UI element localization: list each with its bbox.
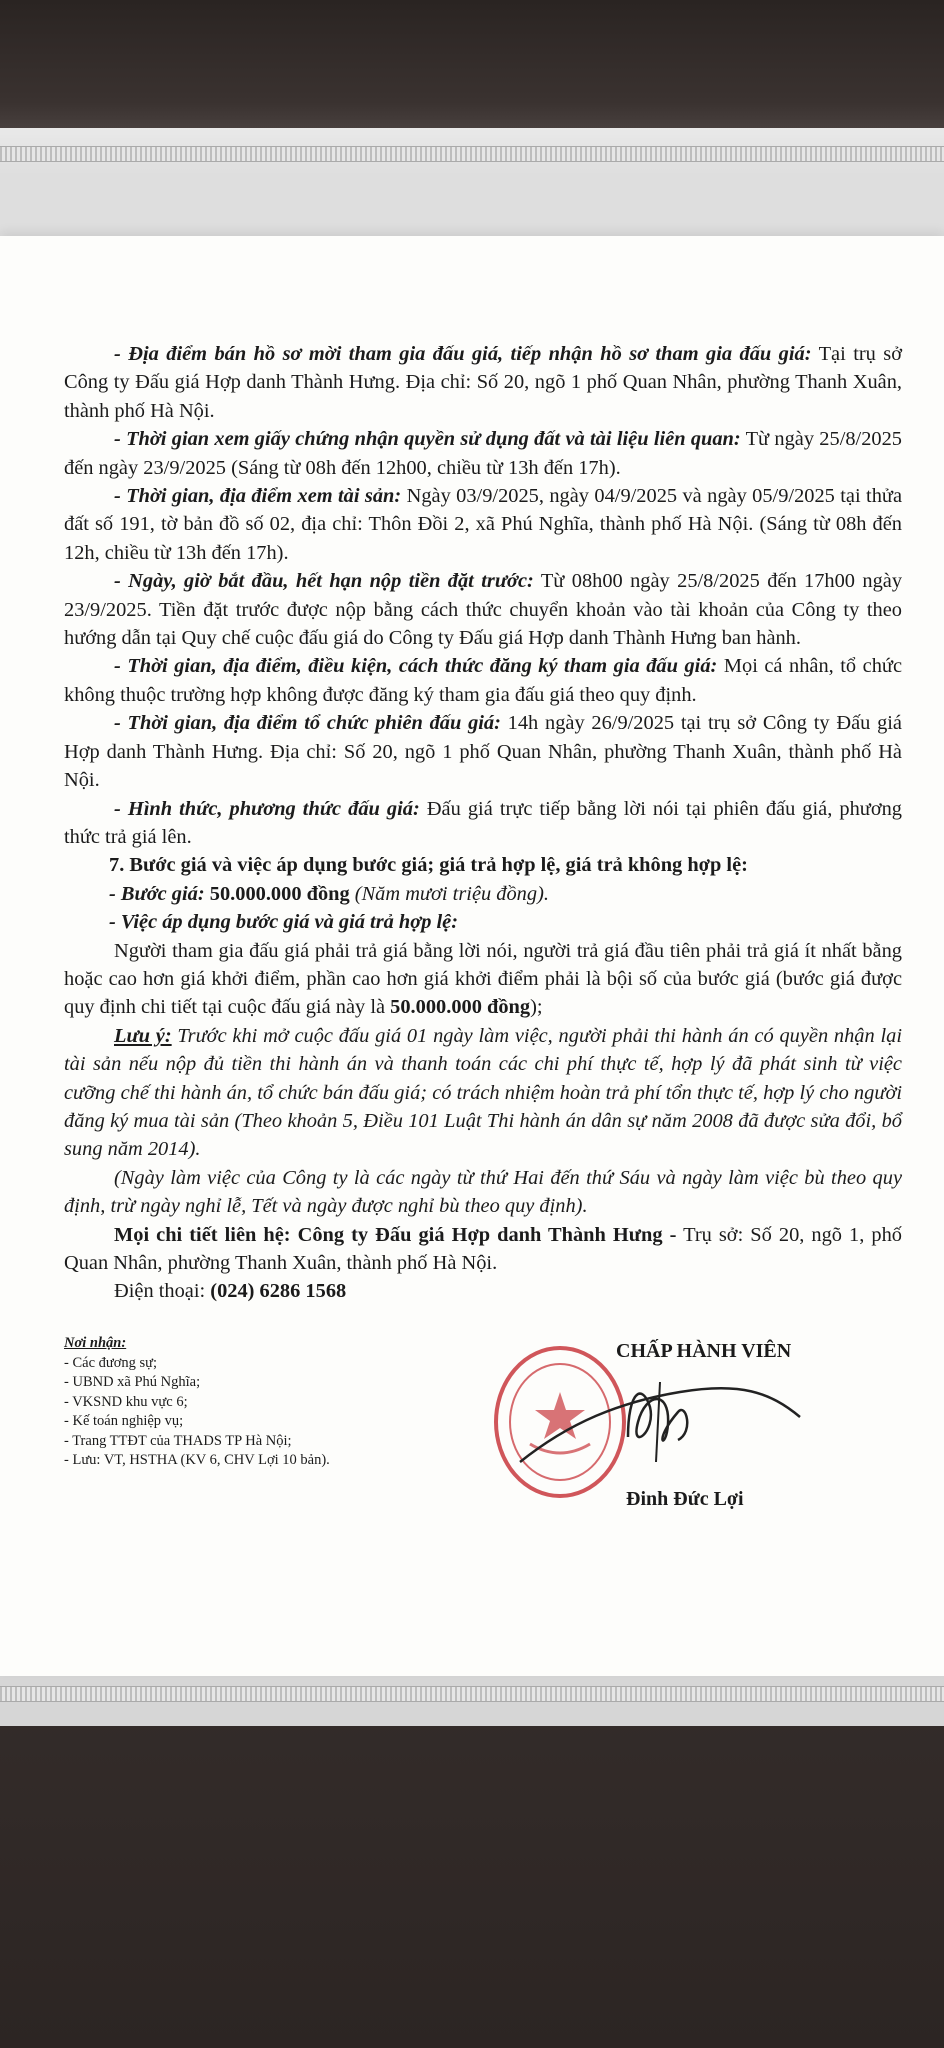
paragraph-registration xyxy=(64,652,902,709)
paragraph-document-viewing xyxy=(64,425,902,482)
note-paragraph xyxy=(64,1022,902,1164)
paragraph-auction-method xyxy=(64,795,902,852)
section-7-heading: 7. Bước giá và việc áp dụng bước giá; giá trả hợp lệ, giá trả không hợp lệ: xyxy=(109,854,748,877)
phone-line xyxy=(64,1277,902,1305)
step-price-value: 50.000.000 đồng xyxy=(204,882,350,905)
recipient-item: - Trang TTĐT của THADS TP Hà Nội; xyxy=(64,1432,464,1452)
signer-name: Đinh Đức Lợi xyxy=(626,1488,744,1510)
paragraph-text: Mọi cá nhân, tổ chức không thuộc trường hợp không được đăng ký tham gia đấu giá theo quy định. xyxy=(64,655,902,706)
paragraph-deposit-deadline xyxy=(64,567,902,652)
step-price-label: - Bước giá: xyxy=(109,882,205,905)
recipient-item: - VKSND khu vực 6; xyxy=(64,1393,464,1413)
paragraph-sale-location xyxy=(64,340,902,425)
contact-text: Trụ sở: Số 20, ngõ 1, phố Quan Nhân, phường Thanh Xuân, thành phố Hà Nội. xyxy=(64,1223,902,1274)
paragraph-label: - Thời gian, địa điểm, điều kiện, cách thức đăng ký tham gia đấu giá: xyxy=(114,655,718,678)
signer-title: CHẤP HÀNH VIÊN xyxy=(616,1340,792,1362)
sleeve-zip-top xyxy=(0,146,944,162)
paragraph-label: - Thời gian, địa điểm xem tài sản: xyxy=(114,485,402,508)
apply-step-heading: - Việc áp dụng bước giá và giá trả hợp lệ: xyxy=(109,911,459,934)
recipient-item: - Kế toán nghiệp vụ; xyxy=(64,1412,464,1432)
workday-note: (Ngày làm việc của Công ty là các ngày từ thứ Hai đến thứ Sáu và ngày làm việc bù theo quy định, trừ ngày nghỉ lễ, Tết và ngày được nghỉ bù theo quy định). xyxy=(64,1166,902,1218)
recipients-block xyxy=(64,1334,464,1471)
apply-step-value: 50.000.000 đồng xyxy=(390,996,531,1019)
paragraph-text: 14h ngày 26/9/2025 tại trụ sở Công ty Đấu giá Hợp danh Thành Hưng. Địa chỉ: Số 20, ngõ 1 phố Quan Nhân, phường Thanh Xuân, thành phố Hà Nội. xyxy=(64,712,902,792)
step-price-words: (Năm mươi triệu đồng). xyxy=(349,882,549,905)
paragraph-label: - Ngày, giờ bắt đầu, hết hạn nộp tiền đặt trước: xyxy=(114,570,534,593)
apply-step-paragraph xyxy=(64,937,902,1022)
contact-paragraph xyxy=(64,1221,902,1278)
paragraph-label: - Thời gian xem giấy chứng nhận quyền sử dụng đất và tài liệu liên quan: xyxy=(114,428,741,451)
recipients-title: Nơi nhận: xyxy=(64,1335,127,1351)
paragraph-label: - Địa điểm bán hồ sơ mời tham gia đấu giá, tiếp nhận hồ sơ tham gia đấu giá: xyxy=(114,343,812,365)
paragraph-text: Đấu giá trực tiếp bằng lời nói tại phiên đấu giá, phương thức trả giá lên. xyxy=(64,797,902,848)
paragraph-text: Từ ngày 25/8/2025 đến ngày 23/9/2025 (Sáng từ 08h đến 12h00, chiều từ 13h đến 17h). xyxy=(64,428,902,479)
paragraph-text: Ngày 03/9/2025, ngày 04/9/2025 và ngày 05/9/2025 tại thửa đất số 191, tờ bản đồ số 02, địa chỉ: Thôn Đồi 2, xã Phú Nghĩa, thành phố Hà Nội. (Sáng từ 08h đến 12h, chiều từ 13h đến 17h). xyxy=(64,485,902,564)
note-text: Trước khi mở cuộc đấu giá 01 ngày làm việc, người phải thi hành án có quyền nhận lại tài sản nếu nộp đủ tiền thi hành án và thanh toán các chi phí thực tế, hợp lý đã phát sinh từ việc cưỡng chế thi hành án, tổ chức bán đấu giá; có trách nhiệm hoàn trả phí tổn thực tế, hợp lý cho người đăng ký mua tài sản (Theo khoản 5, Điều 101 Luật Thi hành án dân sự năm 2008 đã được sửa đổi, bổ sung năm 2014). xyxy=(64,1024,902,1161)
recipient-item: - Lưu: VT, HSTHA (KV 6, CHV Lợi 10 bản). xyxy=(64,1451,464,1471)
handwritten-signature-icon xyxy=(510,1362,810,1482)
document-body xyxy=(64,340,902,1306)
contact-label: Mọi chi tiết liên hệ: Công ty Đấu giá Hợp danh Thành Hưng - xyxy=(114,1223,677,1246)
recipient-item: - Các đương sự; xyxy=(64,1354,464,1374)
recipients-list xyxy=(64,1354,464,1471)
recipient-item: - UBND xã Phú Nghĩa; xyxy=(64,1373,464,1393)
paragraph-label: - Thời gian, địa điểm tổ chức phiên đấu giá: xyxy=(114,712,501,735)
paragraph-label: - Hình thức, phương thức đấu giá: xyxy=(114,797,420,820)
paragraph-asset-viewing xyxy=(64,482,902,567)
phone-label: Điện thoại: xyxy=(114,1280,211,1303)
apply-step-text: Người tham gia đấu giá phải trả giá bằng lời nói, người trả giá đầu tiên phải trả giá ít nhất bằng hoặc cao hơn giá khởi điểm, phần cao hơn giá khởi điểm phải là bội số của bước giá (bước giá được quy định chi tiết tại cuộc đấu giá này là xyxy=(64,939,902,1019)
paragraph-text: Từ 08h00 ngày 25/8/2025 đến 17h00 ngày 23/9/2025. Tiền đặt trước được nộp bằng cách thức chuyển khoản vào tài khoản của Công ty theo hướng dẫn tại Quy chế cuộc đấu giá do Công ty Đấu giá Hợp danh Thành Hưng ban hành. xyxy=(64,570,903,650)
note-label: Lưu ý: xyxy=(114,1024,172,1047)
paragraph-auction-session xyxy=(64,709,902,794)
signature-block xyxy=(490,1322,920,1512)
apply-step-end: ); xyxy=(530,996,543,1019)
sleeve-zip-bottom xyxy=(0,1686,944,1702)
step-price-line xyxy=(64,880,902,908)
paragraph-text: Tại trụ sở Công ty Đấu giá Hợp danh Thành Hưng. Địa chỉ: Số 20, ngõ 1 phố Quan Nhân, phường Thanh Xuân, thành phố Hà Nội. xyxy=(64,343,902,422)
phone-value: (024) 6286 1568 xyxy=(210,1280,347,1303)
